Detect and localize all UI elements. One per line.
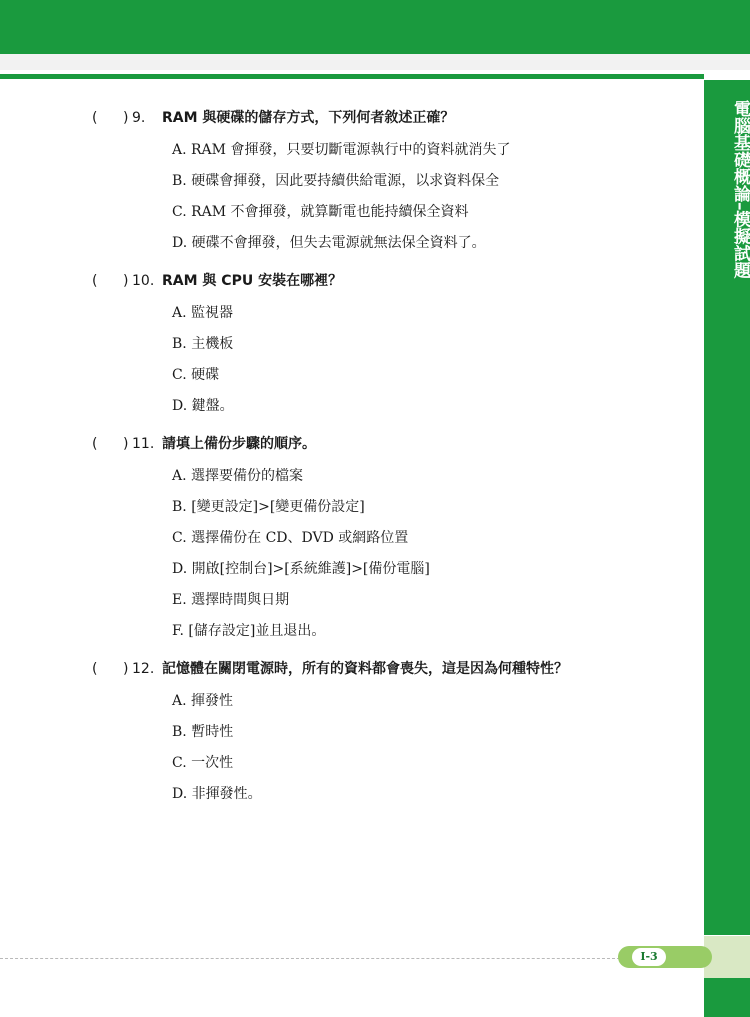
option: C. 一次性 bbox=[172, 755, 234, 771]
question-text: RAM 與 CPU 安裝在哪裡？ bbox=[162, 273, 343, 289]
option: D. 非揮發性。 bbox=[172, 786, 262, 802]
option: D. 鍵盤。 bbox=[172, 398, 234, 414]
option: A. 監視器 bbox=[172, 305, 234, 321]
answer-paren-close: ) bbox=[123, 436, 129, 452]
answer-paren-open: ( bbox=[92, 436, 98, 452]
option: C. 硬碟 bbox=[172, 367, 220, 383]
option: A. 選擇要備份的檔案 bbox=[172, 468, 304, 484]
option: B. [變更設定]>[變更備份設定] bbox=[172, 499, 365, 515]
answer-paren-close: ) bbox=[123, 273, 129, 289]
option: C. 選擇備份在 CD、DVD 或網路位置 bbox=[172, 530, 409, 546]
question-number: 10. bbox=[132, 273, 155, 289]
question-text: 請填上備份步驟的順序。 bbox=[162, 436, 316, 452]
footer-dashed-rule bbox=[0, 958, 620, 959]
option: A. 揮發性 bbox=[172, 693, 234, 709]
header-rule bbox=[0, 74, 704, 79]
question-number: 12. bbox=[132, 661, 155, 677]
question-number: 11. bbox=[132, 436, 155, 452]
answer-paren-open: ( bbox=[92, 661, 98, 677]
answer-paren-close: ) bbox=[123, 661, 129, 677]
option: F. [儲存設定]並且退出。 bbox=[172, 623, 326, 639]
option: B. 暫時性 bbox=[172, 724, 234, 740]
header-band bbox=[0, 0, 750, 54]
option: D. 開啟[控制台]>[系統維護]>[備份電腦] bbox=[172, 561, 430, 577]
question-text: 記憶體在關閉電源時，所有的資料都會喪失，這是因為何種特性？ bbox=[162, 661, 568, 677]
question-number: 9. bbox=[132, 110, 146, 126]
header-gray-strip bbox=[0, 54, 750, 70]
option: B. 硬碟會揮發，因此要持續供給電源，以求資料保全 bbox=[172, 173, 500, 189]
question-text: RAM 與硬碟的儲存方式，下列何者敘述正確？ bbox=[162, 110, 455, 126]
option: C. RAM 不會揮發，就算斷電也能持續保全資料 bbox=[172, 204, 469, 220]
answer-paren-open: ( bbox=[92, 273, 98, 289]
option: B. 主機板 bbox=[172, 336, 234, 352]
option: E. 選擇時間與日期 bbox=[172, 592, 290, 608]
answer-paren-close: ) bbox=[123, 110, 129, 126]
side-tab-bottom bbox=[704, 978, 750, 1017]
page-number: I-3 bbox=[632, 948, 666, 966]
option: D. 硬碟不會揮發，但失去電源就無法保全資料了。 bbox=[172, 235, 486, 251]
answer-paren-open: ( bbox=[92, 110, 98, 126]
option: A. RAM 會揮發，只要切斷電源執行中的資料就消失了 bbox=[172, 142, 511, 158]
side-title: 電腦基礎概論–模擬試題 bbox=[730, 100, 750, 279]
